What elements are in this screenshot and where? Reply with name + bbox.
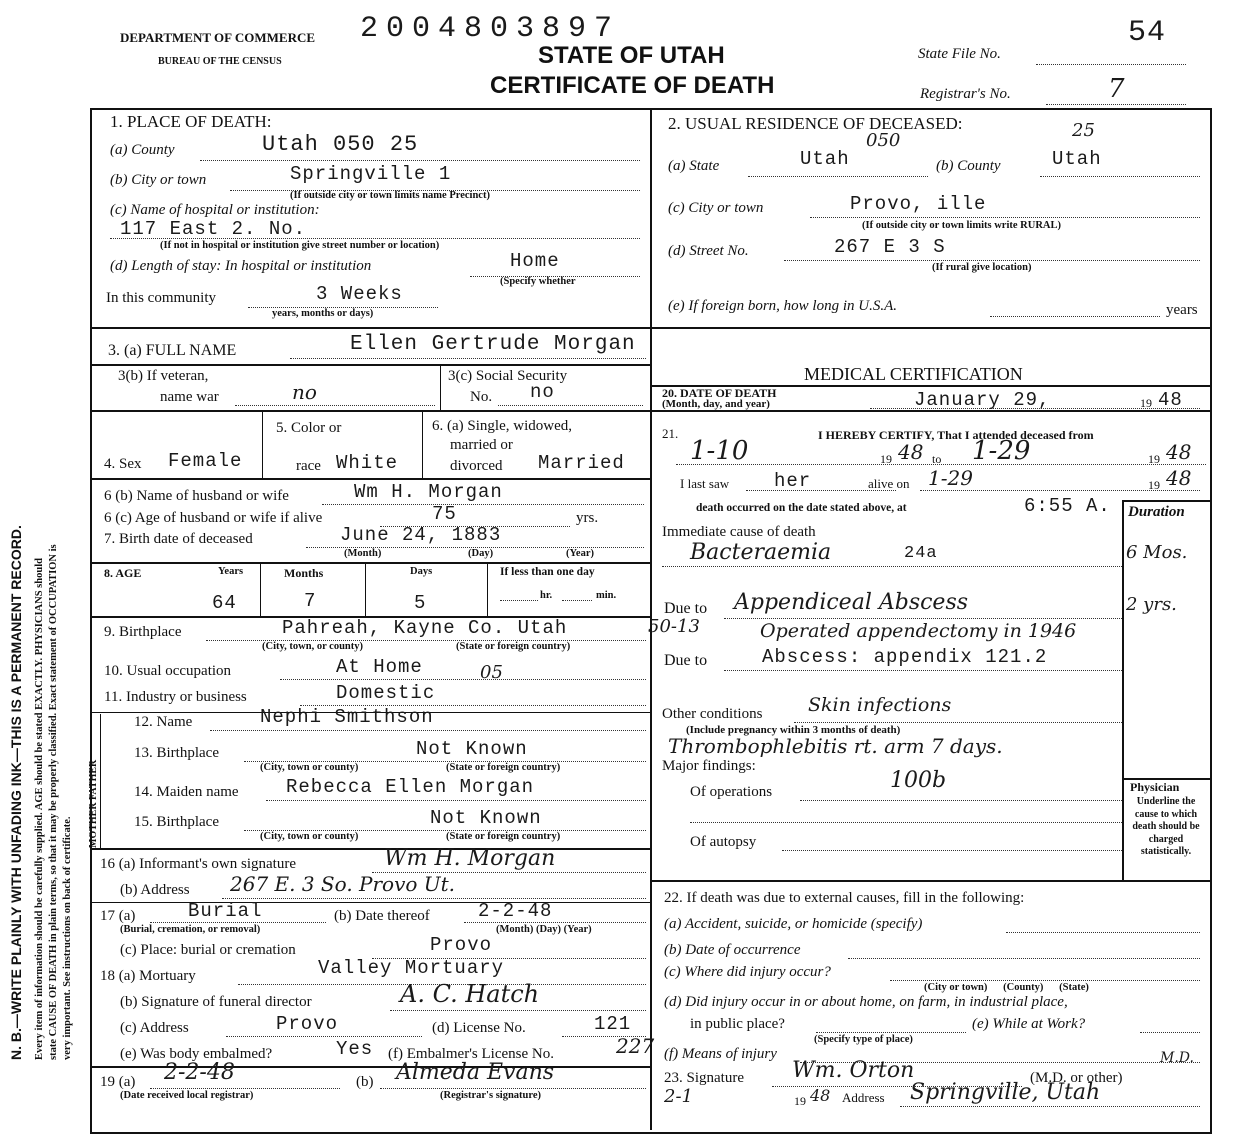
father-name: Nephi Smithson xyxy=(260,706,434,728)
received-label: 19 (a) xyxy=(100,1074,136,1090)
informant-signature: Wm H. Morgan xyxy=(384,846,556,871)
due2-line xyxy=(724,670,1122,671)
vline-age2 xyxy=(365,564,366,616)
mortuary: Valley Mortuary xyxy=(318,957,505,979)
spouse-name: Wm H. Morgan xyxy=(354,481,503,503)
ss-label: 3(c) Social Security xyxy=(448,368,568,384)
age-years: 64 xyxy=(212,592,237,614)
last-saw-label: I last saw xyxy=(680,476,730,491)
certify-text: I HEREBY CERTIFY, That I attended deceased from xyxy=(818,428,1094,442)
father-name-label: 12. Name xyxy=(134,714,193,730)
residence-foreign-label: (e) If foreign born, how long in U.S.A. xyxy=(668,298,898,314)
dod-year-prefix: 19 xyxy=(1140,396,1152,410)
operations-line xyxy=(800,800,1122,801)
min-label: min. xyxy=(596,590,617,601)
attended-to: 1-29 xyxy=(972,436,1031,466)
place-city-label: (b) City or town xyxy=(110,172,207,188)
veteran-label: 3(b) If veteran, xyxy=(118,368,209,384)
residence-street: 267 E 3 S xyxy=(834,236,946,258)
burial-place: Provo xyxy=(430,934,493,956)
veteran-value: no xyxy=(292,380,317,404)
operations-label: Of operations xyxy=(690,784,773,800)
embalmed-value: Yes xyxy=(336,1038,374,1060)
vline-parents xyxy=(100,714,101,848)
burial-date-label: (b) Date thereof xyxy=(334,908,430,924)
sig-address-line xyxy=(900,1106,1200,1107)
occupation-line xyxy=(280,679,646,680)
residence-state-label: (a) State xyxy=(668,158,720,174)
department: DEPARTMENT OF COMMERCE xyxy=(120,30,316,45)
divider-1 xyxy=(90,327,1210,329)
father-bp-city-note: (City, town or county) xyxy=(260,762,359,773)
physician-header: Physician xyxy=(1130,780,1180,794)
birthplace: Pahreah, Kayne Co. Utah xyxy=(282,617,568,639)
margin-line3: state CAUSE OF DEATH in plain terms, so that it may be properly classified. Exact statement of OCCUPATION is xyxy=(48,544,59,1060)
registrar-sig-line xyxy=(380,1088,646,1089)
license-label: (d) License No. xyxy=(432,1020,526,1036)
immediate-cause: Bacteraemia xyxy=(690,540,832,565)
place-city: Springville 1 xyxy=(290,163,452,185)
informant-address: 267 E. 3 So. Provo Ut. xyxy=(230,872,456,896)
external-b-label: (b) Date of occurrence xyxy=(664,942,801,958)
spouse-line xyxy=(322,504,644,505)
sig-address: Springville, Utah xyxy=(910,1080,1101,1105)
residence-county: Utah xyxy=(1052,148,1102,170)
mother-bp-state-note: (State or foreign country) xyxy=(446,831,561,842)
place-community-label: In this community xyxy=(106,290,216,306)
yrs-label: yrs. xyxy=(576,510,599,526)
divider-name xyxy=(90,364,652,366)
residence-years-label: years xyxy=(1166,302,1198,318)
attended-from: 1-10 xyxy=(690,436,749,466)
birth-label: 7. Birth date of deceased xyxy=(104,531,253,547)
father-name-line xyxy=(210,730,646,731)
received-note: (Date received local registrar) xyxy=(120,1090,254,1101)
external-e-label: (e) While at Work? xyxy=(972,1016,1086,1032)
occurred-label: death occurred on the date stated above, at xyxy=(696,502,907,514)
mother-name-label: 14. Maiden name xyxy=(134,784,239,800)
name-line xyxy=(290,358,646,359)
embalmer-license: 227 xyxy=(616,1034,655,1058)
external-d-label2: in public place? xyxy=(690,1016,785,1032)
vline-duration xyxy=(1122,500,1124,880)
veteran-line xyxy=(235,405,435,406)
age-months-header: Months xyxy=(284,566,324,580)
registrar-sig-label: (b) xyxy=(356,1074,374,1090)
external-c-note: (City or town) (County) (State) xyxy=(924,982,1089,993)
burial-method: Burial xyxy=(188,900,263,922)
physician-signature: Wm. Orton xyxy=(792,1058,915,1083)
place-hospital-note: (If not in hospital or institution give street number or location) xyxy=(160,240,440,251)
external-a-label: (a) Accident, suicide, or homicide (specify) xyxy=(664,916,923,932)
birth-date: June 24, 1883 xyxy=(340,524,502,546)
birth-month-label: (Month) xyxy=(344,548,382,559)
occupation-code: 05 xyxy=(480,662,503,683)
immediate-label: Immediate cause of death xyxy=(662,524,816,540)
other-label: Other conditions xyxy=(662,706,763,722)
attended-from-year: 48 xyxy=(898,440,924,464)
md-code: M.D. xyxy=(1160,1050,1194,1066)
director-label: (b) Signature of funeral director xyxy=(120,994,312,1010)
place-stay: Home xyxy=(510,250,560,272)
autopsy-label: Of autopsy xyxy=(690,834,757,850)
residence-city-label: (c) City or town xyxy=(668,200,764,216)
residence-county-line xyxy=(1040,176,1200,177)
vline-veteran xyxy=(440,366,441,410)
marital-label1: 6. (a) Single, widowed, xyxy=(432,418,572,434)
due-to-2: Abscess: appendix 121.2 xyxy=(762,646,1048,668)
residence-state-code: 050 xyxy=(866,130,901,151)
external-heading: 22. If death was due to external causes, fill in the following: xyxy=(664,890,1025,906)
alive-year-prefix: 19 xyxy=(1148,478,1160,492)
md-label: (M.D. or other) xyxy=(1030,1070,1123,1086)
alive-year: 48 xyxy=(1166,466,1192,490)
place-hospital-line xyxy=(110,238,640,239)
informant-address-line xyxy=(222,898,646,899)
registrar-sig-note: (Registrar's signature) xyxy=(440,1090,541,1101)
received-date: 2-2-48 xyxy=(164,1060,235,1085)
residence-state: Utah xyxy=(800,148,850,170)
age-years-header: Years xyxy=(218,566,244,577)
birth-year-label: (Year) xyxy=(566,548,594,559)
sex-value: Female xyxy=(168,450,243,472)
birthplace-city-note: (City, town, or county) xyxy=(262,641,364,652)
ss-line xyxy=(498,405,643,406)
director-line xyxy=(390,1010,646,1011)
birthplace-state-note: (State or foreign country) xyxy=(456,641,571,652)
other-conditions-1: Skin infections xyxy=(808,694,952,716)
mortuary-address-line xyxy=(226,1036,422,1037)
divider-burial xyxy=(90,902,652,903)
attended-to-year: 48 xyxy=(1166,440,1192,464)
other-note: (Include pregnancy within 3 months of death) xyxy=(686,724,901,736)
duration-header: Duration xyxy=(1128,504,1185,520)
due-to-label-2: Due to xyxy=(664,652,708,669)
external-d-note: (Specify type of place) xyxy=(814,1034,913,1045)
immediate-line xyxy=(662,566,1122,567)
last-saw-value: her xyxy=(774,470,812,492)
alive-label: alive on xyxy=(868,476,910,491)
place-county-line xyxy=(200,160,640,161)
father-bp-state-note: (State or foreign country) xyxy=(446,762,561,773)
external-d-label: (d) Did injury occur in or about home, on farm, in industrial place, xyxy=(664,994,1068,1010)
external-c-label: (c) Where did injury occur? xyxy=(664,964,831,980)
immediate-code: 24a xyxy=(904,544,938,563)
burial-place-label: (c) Place: burial or cremation xyxy=(120,942,296,958)
hline-duration xyxy=(1122,500,1210,502)
margin-line4: very important. See instructions on back of certificate. xyxy=(62,816,73,1060)
residence-street-line xyxy=(784,260,1200,261)
occupation: At Home xyxy=(336,656,423,678)
vline-age1 xyxy=(260,564,261,616)
other-conditions-2: Thrombophlebitis rt. arm 7 days. xyxy=(668,734,1003,758)
residence-street-label: (d) Street No. xyxy=(668,243,749,259)
residence-street-note: (If rural give location) xyxy=(932,262,1032,273)
other-line xyxy=(794,722,1122,723)
certificate-title: CERTIFICATE OF DEATH xyxy=(490,72,775,99)
sig-date: 2-1 xyxy=(664,1086,693,1107)
sex-label: 4. Sex xyxy=(104,456,142,472)
burial-date-line xyxy=(464,922,646,923)
informant-address-label: (b) Address xyxy=(120,882,190,898)
medical-heading: MEDICAL CERTIFICATION xyxy=(804,364,1023,384)
divider-external xyxy=(652,880,1210,882)
residence-state-line xyxy=(748,176,928,177)
vline-sex xyxy=(262,412,263,478)
mother-bp-city-note: (City, town or county) xyxy=(260,831,359,842)
mortuary-address: Provo xyxy=(276,1013,339,1035)
signature-label: 23. Signature xyxy=(664,1070,744,1086)
state-title: STATE OF UTAH xyxy=(538,42,725,69)
ss-label2: No. xyxy=(470,389,493,405)
due1-line xyxy=(724,618,1122,619)
divider-informant xyxy=(90,848,652,850)
mother-birthplace: Not Known xyxy=(430,807,542,829)
mother-name: Rebecca Ellen Morgan xyxy=(286,776,535,798)
vline-age3 xyxy=(487,564,488,616)
to-label: to xyxy=(932,452,942,466)
full-name: Ellen Gertrude Morgan xyxy=(350,333,636,356)
immediate-duration: 6 Mos. xyxy=(1126,542,1188,563)
place-city-note: (If outside city or town limits name Precinct) xyxy=(290,190,490,201)
age-less-header: If less than one day xyxy=(500,566,595,578)
dod-label: 20. DATE OF DEATH xyxy=(662,386,777,400)
external-f-label: (f) Means of injury xyxy=(664,1046,777,1062)
sig-year-prefix: 19 xyxy=(794,1094,806,1108)
mortuary-label: 18 (a) Mortuary xyxy=(100,968,196,984)
mother-name-line xyxy=(266,800,646,801)
margin-mother-father: MOTHER FATHER xyxy=(88,759,99,848)
external-b-line xyxy=(848,958,1200,959)
license-number: 121 xyxy=(594,1013,632,1035)
residence-county-code: 25 xyxy=(1072,120,1095,141)
residence-city: Provo, ille xyxy=(850,193,987,215)
residence-city-line xyxy=(810,217,1200,218)
father-birthplace: Not Known xyxy=(416,738,528,760)
occupation-label: 10. Usual occupation xyxy=(104,663,232,679)
alive-on-value: 1-29 xyxy=(928,466,973,490)
race-label: race xyxy=(296,458,321,474)
physician-note: Underline the cause to which death should be charged statistically. xyxy=(1132,796,1200,857)
marital-value: Married xyxy=(538,452,625,474)
hr-line xyxy=(500,600,538,601)
external-d-line xyxy=(816,1032,966,1033)
operated-note: Operated appendectomy in 1946 xyxy=(760,620,1077,642)
race-value: White xyxy=(336,452,399,474)
residence-foreign-line xyxy=(990,316,1160,317)
birthplace-label: 9. Birthplace xyxy=(104,624,182,640)
due-to-label-1: Due to xyxy=(664,600,708,617)
place-hospital: 117 East 2. No. xyxy=(120,218,307,240)
serial-number: 2004803897 xyxy=(360,12,621,46)
dod-value: January 29, xyxy=(914,389,1051,411)
burial-method-note: (Burial, cremation, or removal) xyxy=(120,924,261,935)
hr-label: hr. xyxy=(540,590,553,601)
operations-line-2 xyxy=(690,822,1122,823)
received-line xyxy=(150,1088,340,1089)
industry: Domestic xyxy=(336,682,436,704)
place-stay-label: (d) Length of stay: In hospital or institution xyxy=(110,258,372,274)
marital-label3: divorced xyxy=(450,458,503,474)
residence-heading: 2. USUAL RESIDENCE OF DECEASED: xyxy=(668,114,963,133)
external-e-line xyxy=(1140,1032,1200,1033)
place-specify-note: (Specify whether xyxy=(500,276,576,287)
burial-method-line xyxy=(150,922,326,923)
mother-bp-label: 15. Birthplace xyxy=(134,814,219,830)
due1-duration: 2 yrs. xyxy=(1126,594,1177,615)
veteran-label2: name war xyxy=(160,389,219,405)
registrar-signature: Almeda Evans xyxy=(396,1060,555,1085)
dod-note: (Month, day, and year) xyxy=(662,398,770,410)
sig-year: 48 xyxy=(810,1086,831,1105)
burial-date-note: (Month) (Day) (Year) xyxy=(496,924,592,935)
sig-address-label: Address xyxy=(842,1090,885,1105)
external-a-line xyxy=(1006,932,1200,933)
registrar-no: 7 xyxy=(1108,74,1125,104)
place-community: 3 Weeks xyxy=(316,283,403,305)
father-bp-label: 13. Birthplace xyxy=(134,745,219,761)
due-to-1: Appendiceal Abscess xyxy=(734,590,969,615)
embalmer-label: (f) Embalmer's License No. xyxy=(388,1046,554,1062)
divider-sex xyxy=(90,478,652,480)
page-number: 54 xyxy=(1128,16,1167,50)
residence-county-label: (b) County xyxy=(936,158,1001,174)
dod-year: 48 xyxy=(1158,389,1183,411)
registrar-no-line xyxy=(1046,104,1186,105)
state-file-label: State File No. xyxy=(918,46,1001,62)
min-line xyxy=(562,600,592,601)
place-county-label: (a) County xyxy=(110,142,175,158)
birthplace-code: 50-13 xyxy=(648,616,700,637)
from-year-prefix: 19 xyxy=(880,452,892,466)
external-c-line xyxy=(890,980,1200,981)
marital-label2: married or xyxy=(450,437,513,453)
name-label: 3. (a) FULL NAME xyxy=(108,342,237,359)
burial-method-label: 17 (a) xyxy=(100,908,136,924)
place-heading: 1. PLACE OF DEATH: xyxy=(110,112,272,131)
death-time: 6:55 A. xyxy=(1024,495,1111,517)
color-label: 5. Color or xyxy=(276,420,342,436)
operations-value: 100b xyxy=(890,768,947,793)
item-21-number: 21. xyxy=(662,426,679,441)
age-days: 5 xyxy=(414,592,427,614)
place-hospital-label: (c) Name of hospital or institution: xyxy=(110,202,320,218)
spouse-age: 75 xyxy=(432,503,457,525)
bureau: BUREAU OF THE CENSUS xyxy=(158,56,282,67)
divider-age-top xyxy=(90,562,652,564)
to-year-prefix: 19 xyxy=(1148,452,1160,466)
major-findings-label: Major findings: xyxy=(662,758,756,774)
burial-date: 2-2-48 xyxy=(478,900,553,922)
mortuary-address-label: (c) Address xyxy=(120,1020,189,1036)
industry-label: 11. Industry or business xyxy=(104,689,247,705)
margin-line1: N. B.—WRITE PLAINLY WITH UNFADING INK—THIS IS A PERMANENT RECORD. xyxy=(8,525,24,1060)
birth-day-label: (Day) xyxy=(468,548,494,559)
margin-line2: Every item of information should be carefully supplied. AGE should be stated EXACTLY. PHYSICIANS should xyxy=(34,558,45,1060)
vline-color xyxy=(422,412,423,478)
state-file-line xyxy=(1036,64,1186,65)
residence-city-note: (If outside city or town limits write RURAL) xyxy=(862,220,1061,231)
autopsy-line xyxy=(782,850,1122,851)
spouse-label: 6 (b) Name of husband or wife xyxy=(104,488,289,504)
age-months: 7 xyxy=(304,590,317,612)
ss-value: no xyxy=(530,381,555,403)
place-community-note: years, months or days) xyxy=(272,308,374,319)
informant-sig-label: 16 (a) Informant's own signature xyxy=(100,856,296,872)
age-days-header: Days xyxy=(410,566,433,577)
place-county: Utah 050 25 xyxy=(262,132,419,157)
embalmed-label: (e) Was body embalmed? xyxy=(120,1046,273,1062)
spouse-age-label: 6 (c) Age of husband or wife if alive xyxy=(104,510,323,526)
director-signature: A. C. Hatch xyxy=(400,980,540,1008)
registrar-no-label: Registrar's No. xyxy=(920,86,1011,102)
age-label: 8. AGE xyxy=(104,566,142,580)
